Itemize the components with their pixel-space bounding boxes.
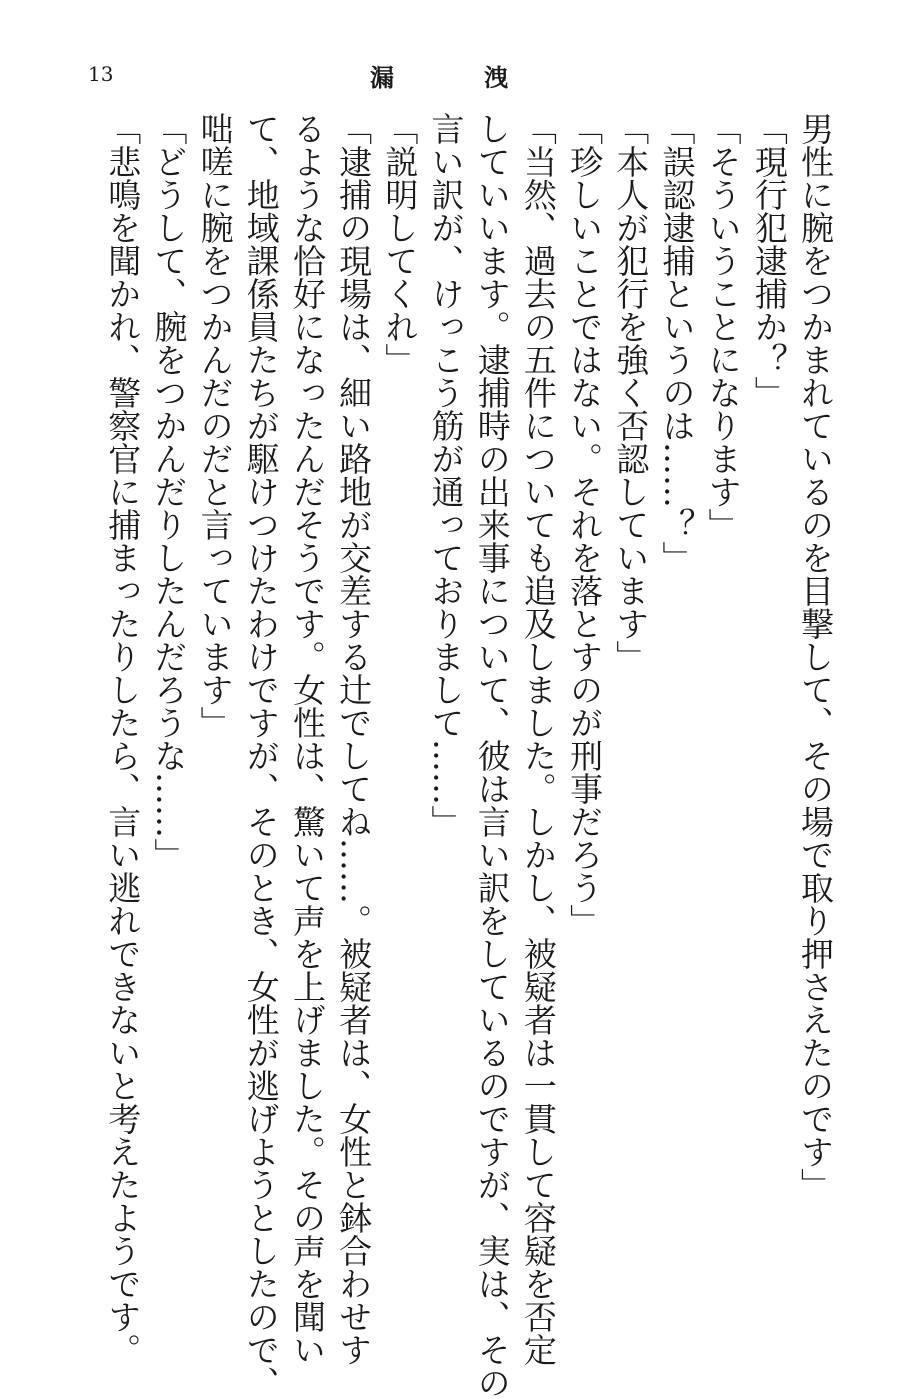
- text-line: 「どうして、腕をつかんだりしたんだろうな……」: [149, 112, 189, 871]
- text-line: て、地域課係員たちが駆けつけたわけですが、そのとき、女性が逃げようとしたので、: [241, 112, 281, 1399]
- text-line: 「本人が犯行を強く否認しています」: [611, 112, 651, 673]
- text-line: していいます。逮捕時の出来事について、彼は言い訳をしているのですが、実は、その: [472, 112, 512, 1399]
- page-header: [0, 62, 900, 102]
- text-line: 咄嗟に腕をつかんだのだと言っています」: [195, 112, 235, 739]
- text-line: 「悲鳴を聞かれ、警察官に捕まったりしたら、言い逃れできないと考えたようです。: [103, 112, 143, 1366]
- page-number: 13: [88, 62, 114, 86]
- text-line: るような恰好になったんだそうです。女性は、驚いて声を上げました。その声を聞い: [287, 112, 327, 1366]
- text-line: 「当然、過去の五件についても追及しました。しかし、被疑者は一貫して容疑を否定: [518, 112, 558, 1366]
- text-line: 「現行犯逮捕か？」: [749, 112, 789, 409]
- body-text: [99, 112, 838, 1399]
- running-title: 漏洩: [370, 63, 598, 92]
- text-line: 「珍しいことではない。それを落とすのが刑事だろう」: [565, 112, 605, 937]
- text-line: 「そういうことになります」: [703, 112, 743, 541]
- text-line: 男性に腕をつかまれているのを目撃して、その場で取り押さえたのです」: [796, 112, 835, 1201]
- text-line: 「誤認逮捕というのは……？」: [657, 112, 697, 574]
- text-line: 「説明してくれ」: [380, 112, 420, 376]
- text-line: 「逮捕の現場は、細い路地が交差する辻でしてね……。被疑者は、女性と鉢合わせす: [334, 112, 374, 1366]
- text-line: 言い訳が、けっこう筋が通っておりまして……」: [426, 112, 466, 838]
